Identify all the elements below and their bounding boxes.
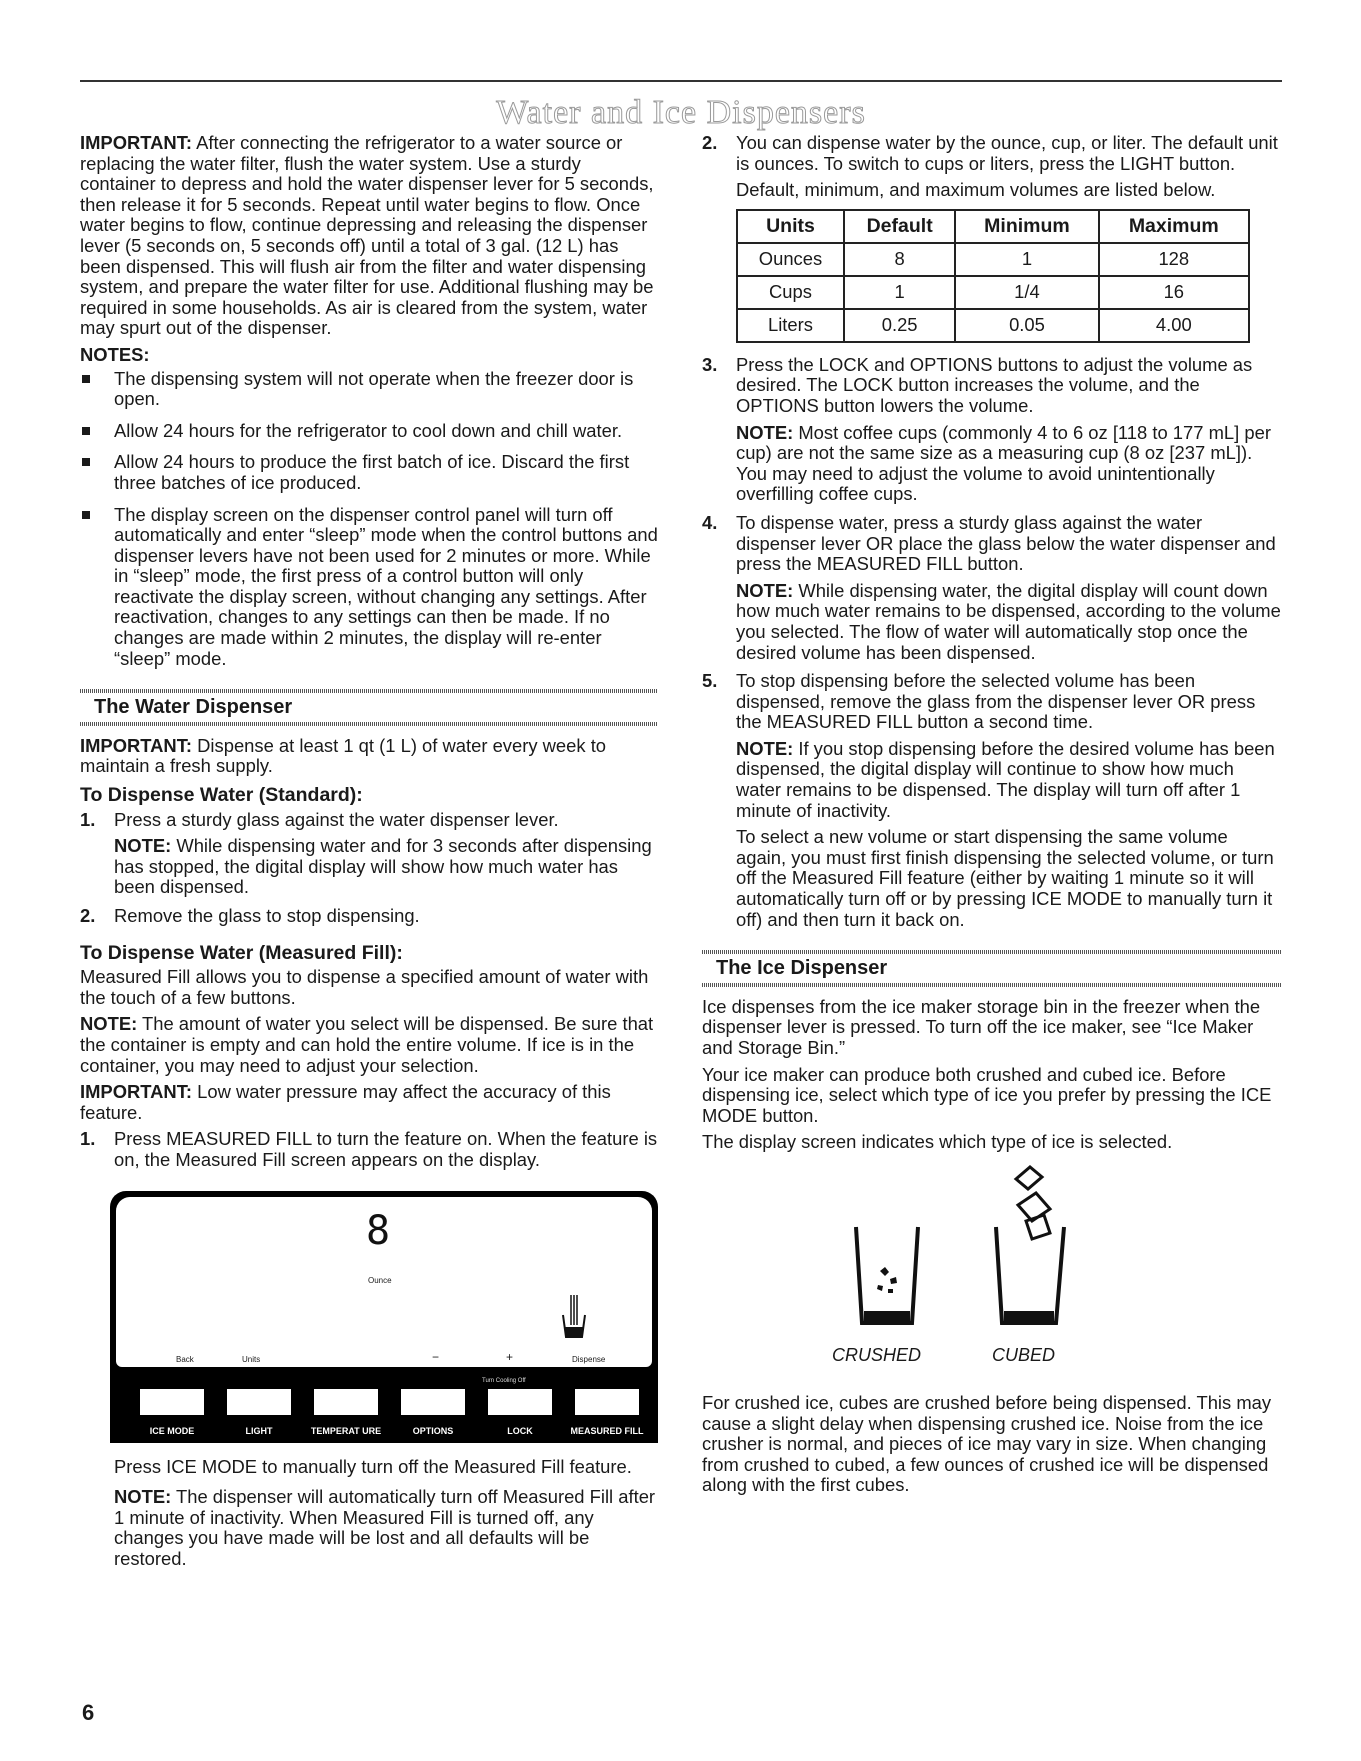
button-label: ICE MODE — [149, 1425, 195, 1436]
note-label: NOTE: — [736, 421, 794, 443]
button-row — [140, 1389, 640, 1415]
step-note — [114, 836, 658, 898]
dispense-label: Dispense — [572, 1354, 606, 1364]
ice-paragraph: Ice dispenses from the ice maker storage bin in the freezer when the dispenser lever is pressed. To turn off the ice maker, see “Ice Maker and Storage Bin.” — [702, 995, 1261, 1058]
step-number: 4. — [702, 511, 718, 533]
table-cell: Liters — [737, 309, 844, 342]
table-cell: 0.05 — [955, 309, 1098, 342]
measured-steps-continued-2 — [702, 355, 1282, 930]
measured-fill-button[interactable] — [575, 1389, 639, 1415]
note-text: While dispensing water, the digital display will count down how much water remains to be dispensed, according to the volume you selected. The flow of water will automatically stop once the desired volume has been dispensed. — [736, 579, 1281, 663]
top-rule — [80, 80, 1282, 82]
measured-note — [80, 1014, 658, 1076]
volume-digit: 8 — [366, 1207, 391, 1254]
table-cell: 16 — [1099, 276, 1249, 309]
step-note — [736, 423, 1282, 505]
note-text: Most coffee cups (commonly 4 to 6 oz [118 to 177 mL] per cup) are not the same size as a measuring cup (8 oz [237 mL]). You may need to adjust the volume to avoid unintentionally overfilling coffee cups. — [736, 421, 1271, 505]
ice-paragraph: Your ice maker can produce both crushed and cubed ice. Before dispensing ice, select which type of ice you prefer by pressing the ICE MODE button. — [702, 1063, 1272, 1126]
list-item — [80, 810, 658, 898]
left-column — [80, 133, 658, 1576]
list-item — [702, 513, 1282, 663]
table-cell: 8 — [844, 243, 955, 276]
display-screen — [116, 1197, 652, 1367]
note-text: If you stop dispensing before the desired volume has been dispensed, the digital display will continue to show how much water remains to be dispensed. The display will turn off after 1 minute of inactivity. — [736, 737, 1275, 821]
measured-steps-continued — [702, 133, 1282, 201]
table-cell: 1 — [955, 243, 1098, 276]
step-number: 2. — [702, 132, 718, 153]
control-panel-illustration — [110, 1191, 658, 1455]
volume-table — [736, 209, 1250, 343]
table-row — [737, 276, 1249, 309]
temperature-button[interactable] — [314, 1389, 378, 1415]
step-subtext: Default, minimum, and maximum volumes are listed below. — [736, 179, 1216, 201]
measured-steps — [80, 1129, 658, 1170]
table-cell: Ounces — [737, 243, 844, 276]
water-important-paragraph — [80, 736, 658, 777]
measured-heading: To Dispense Water (Measured Fill): — [80, 941, 403, 964]
notes-heading: NOTES: — [80, 343, 150, 365]
important-paragraph — [80, 133, 658, 339]
cubed-ice-glass-icon — [990, 1165, 1070, 1327]
standard-steps — [80, 810, 658, 927]
turn-cooling-label: Turn Cooling Off — [482, 1377, 526, 1384]
dotted-rule — [702, 983, 1282, 987]
list-item — [702, 355, 1282, 505]
list-item — [80, 1129, 658, 1170]
note-text: The amount of water you select will be dispensed. Be sure that the container is empty and can hold the entire volume. If ice is in the container, you may need to adjust your selection. — [80, 1013, 654, 1076]
button-label: LOCK Hold 3 Sec — [505, 1425, 535, 1455]
cubed-caption: CUBED — [992, 1344, 1056, 1365]
measured-important — [80, 1082, 658, 1123]
section-title: The Ice Dispenser — [716, 957, 888, 980]
ice-final-paragraph: For crushed ice, cubes are crushed before being dispensed. This may cause a slight delay when dispensing crushed ice. Noise from the ice crusher is normal, and pieces of ice may vary in size. When changing from crushed to cubed, a few ounces of crushed ice will be dispensed along with the first cubes. — [702, 1391, 1272, 1496]
after-panel-text: Press ICE MODE to manually turn off the Measured Fill feature. — [114, 1455, 632, 1477]
dotted-rule — [80, 689, 658, 693]
step-note — [736, 581, 1282, 663]
note-label: NOTE: — [736, 737, 794, 759]
column-header: Minimum — [955, 210, 1098, 243]
step-text: Press MEASURED FILL to turn the feature on. When the feature is on, the Measured Fill screen appears on the display. — [114, 1128, 658, 1170]
step-text: Press a sturdy glass against the water dispenser lever. — [114, 808, 559, 830]
crushed-ice-glass-icon — [852, 1215, 922, 1327]
list-item: The display screen on the dispenser control panel will turn off automatically and enter “sleep” mode when the control buttons and dispenser levers have not been used for 2 minutes or more. While in “sleep” mode, the first press of a control button will only reactivate the display screen, without changing any settings. After reactivation, changes to any settings can then be made. If no changes are made within 2 minutes, the display will re-enter “sleep” mode. — [80, 505, 658, 670]
note-label: NOTE: — [114, 1486, 172, 1508]
page-number: 6 — [82, 1700, 95, 1725]
water-cup-icon — [561, 1293, 587, 1339]
dotted-rule — [702, 950, 1282, 954]
after-panel-note — [80, 1487, 658, 1569]
note-label: NOTE: — [736, 579, 794, 601]
table-cell: 4.00 — [1099, 309, 1249, 342]
minus-label: − — [432, 1349, 440, 1364]
step-number: 1. — [80, 808, 96, 830]
column-header: Default — [844, 210, 955, 243]
ice-dispenser-section-heading — [702, 950, 1282, 987]
ice-paragraph: The display screen indicates which type of ice is selected. — [702, 1131, 1173, 1153]
water-dispenser-section-heading — [80, 689, 658, 726]
column-header: Units — [737, 210, 844, 243]
ice-mode-button[interactable] — [140, 1389, 204, 1415]
button-labels — [110, 1421, 658, 1455]
list-item — [702, 133, 1282, 201]
list-item — [80, 906, 658, 927]
step-extra: To select a new volume or start dispensing the same volume again, you must first finish dispensing the selected volume, or turn off the Measured Fill feature (either by waiting 1 minute so it will automatically turn off or by pressing ICE MODE to manually turn it off) and then turn it back on. — [736, 826, 1274, 930]
options-button[interactable] — [401, 1389, 465, 1415]
table-cell: 1 — [844, 276, 955, 309]
button-label: TEMPERAT URE Hold 3 Sec — [310, 1425, 382, 1455]
table-row — [737, 309, 1249, 342]
column-header: Maximum — [1099, 210, 1249, 243]
step-number: 5. — [702, 670, 718, 692]
standard-heading: To Dispense Water (Standard): — [80, 784, 363, 807]
table-cell: Cups — [737, 276, 844, 309]
measured-intro: Measured Fill allows you to dispense a specified amount of water with the touch of a few buttons. — [80, 966, 649, 1008]
plus-label: + — [506, 1349, 514, 1364]
list-item: Allow 24 hours to produce the first batch of ice. Discard the first three batches of ice produced. — [80, 452, 658, 493]
dotted-rule — [80, 722, 658, 726]
step-text: You can dispense water by the ounce, cup, or liter. The default unit is ounces. To switch to cups or liters, press the LIGHT button. — [736, 132, 1278, 174]
note-text: The dispenser will automatically turn off Measured Fill after 1 minute of inactivity. When Measured Fill is turned off, any changes you have made will be lost and all defaults will be restored. — [114, 1486, 656, 1569]
crushed-caption: CRUSHED — [832, 1344, 922, 1365]
note-label: NOTE: — [114, 835, 172, 857]
note-label: NOTE: — [80, 1013, 138, 1035]
note-text: While dispensing water and for 3 seconds after dispensing has stopped, the digital display will show how much water has been dispensed. — [114, 835, 652, 898]
right-column — [702, 133, 1282, 1502]
table-cell: 128 — [1099, 243, 1249, 276]
page-title: Water and Ice Dispensers — [496, 94, 866, 131]
button-label: LIGHT — [245, 1425, 273, 1436]
list-item: The dispensing system will not operate when the freezer door is open. — [80, 369, 658, 410]
notes-list — [80, 369, 658, 670]
important-text: After connecting the refrigerator to a water source or replacing the water filter, flush the water system. Use a sturdy container to depress and hold the water dispenser lever for 5 seconds, then release it for 5 seconds. Repeat until water begins to flow. Once water begins to flow, continue depressing and releasing the dispenser lever (5 seconds on, 5 seconds off) until a total of 3 gal. (12 L) has been dispensed. This will flush air from the filter and water dispensing system, and prepare the water filter for use. Additional flushing may be required in some households. As air is cleared from the system, water may spurt out of the dispenser. — [80, 132, 654, 339]
table-cell: 1/4 — [955, 276, 1098, 309]
ice-type-figures — [702, 1165, 1282, 1385]
lock-button[interactable] — [488, 1389, 552, 1415]
step-number: 2. — [80, 905, 96, 926]
button-label: OPTIONS — [412, 1425, 454, 1436]
units-label: Units — [242, 1354, 261, 1364]
table-header-row — [737, 210, 1249, 243]
button-label: MEASURED FILL — [570, 1425, 644, 1436]
step-text: To dispense water, press a sturdy glass against the water dispenser lever OR place the glass below the water dispenser and press the MEASURED FILL button. — [736, 511, 1276, 575]
important-label: IMPORTANT: — [80, 734, 193, 756]
important-text: Low water pressure may affect the accuracy of this feature. — [80, 1081, 611, 1123]
unit-label: Ounce — [368, 1275, 392, 1285]
step-note — [736, 739, 1282, 821]
important-label: IMPORTANT: — [80, 1081, 193, 1103]
important-label: IMPORTANT: — [80, 132, 193, 153]
list-item — [702, 671, 1282, 930]
section-title: The Water Dispenser — [94, 696, 293, 719]
table-row — [737, 243, 1249, 276]
step-text: Press the LOCK and OPTIONS buttons to adjust the volume as desired. The LOCK button increases the volume, and the OPTIONS button lowers the volume. — [736, 353, 1253, 416]
step-number: 3. — [702, 353, 718, 375]
step-text: Remove the glass to stop dispensing. — [114, 905, 420, 926]
step-number: 1. — [80, 1128, 96, 1150]
step-text: To stop dispensing before the selected volume has been dispensed, remove the glass from the dispenser lever OR press the MEASURED FILL button a second time. — [736, 670, 1256, 733]
list-item: Allow 24 hours for the refrigerator to cool down and chill water. — [80, 421, 658, 442]
important-text: Dispense at least 1 qt (1 L) of water every week to maintain a fresh supply. — [80, 734, 607, 777]
back-label: Back — [176, 1354, 194, 1364]
light-button[interactable] — [227, 1389, 291, 1415]
table-cell: 0.25 — [844, 309, 955, 342]
